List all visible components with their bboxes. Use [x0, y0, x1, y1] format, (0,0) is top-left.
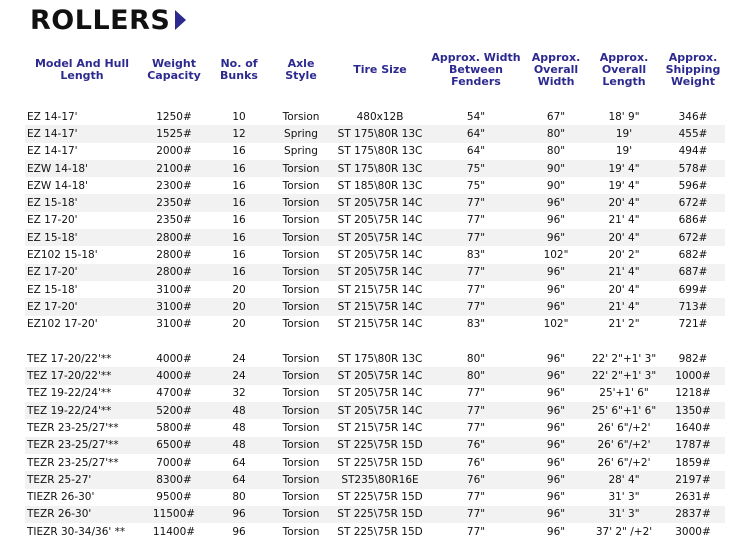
cell-model-hull-length: TEZR 23-25/27'** — [27, 421, 119, 434]
cell-overall-length: 19' — [615, 145, 633, 158]
cell-no-of-bunks: 16 — [209, 264, 269, 281]
title-block — [30, 2, 186, 38]
cell-tire-size: ST 205\75R 14C — [333, 264, 427, 281]
cell-no-of-bunks: 64 — [209, 471, 269, 488]
page-title: ROLLERS — [30, 4, 171, 36]
cell-axle-style: Torsion — [282, 421, 320, 434]
cell-width-between-fenders: 77" — [427, 264, 525, 281]
cell-overall-length: 20' 4" — [608, 283, 640, 296]
cell-weight-capacity: 11400# — [152, 525, 196, 538]
cell-overall-width: 96" — [546, 491, 566, 504]
cell-overall-length: 26' 6"/+2' — [597, 421, 651, 434]
cell-shipping-weight: 686# — [678, 214, 708, 227]
cell-tire-size: ST 205\75R 14C — [333, 229, 427, 246]
cell-axle-style: Torsion — [269, 264, 333, 281]
cell-tire-size: ST 225\75R 15D — [333, 506, 427, 523]
cell-weight-capacity: 4700# — [156, 387, 192, 400]
cell-axle-style: Torsion — [269, 506, 333, 523]
cell-width-between-fenders: 77" — [466, 387, 486, 400]
cell-axle-style: Torsion — [282, 249, 320, 262]
cell-shipping-weight: 672# — [661, 194, 725, 211]
table-row — [25, 108, 725, 125]
cell-no-of-bunks: 80 — [232, 491, 246, 504]
cell-width-between-fenders: 76" — [427, 437, 525, 454]
cell-shipping-weight: 721# — [678, 318, 708, 331]
table-row — [25, 454, 725, 471]
cell-overall-length: 21' 4" — [608, 214, 640, 227]
cell-overall-width: 67" — [546, 110, 566, 123]
cell-weight-capacity: 4000# — [139, 367, 209, 384]
column-header-model-hull-length: Model And Hull Length — [34, 57, 130, 82]
cell-axle-style: Torsion — [282, 525, 320, 538]
cell-tire-size: ST 175\80R 13C — [337, 352, 423, 365]
cell-overall-length: 19' 4" — [587, 160, 661, 177]
cell-width-between-fenders: 80" — [427, 367, 525, 384]
cell-no-of-bunks: 10 — [232, 110, 246, 123]
table-row — [25, 194, 725, 211]
cell-tire-size: ST 175\80R 13C — [333, 125, 427, 142]
cell-width-between-fenders: 77" — [427, 506, 525, 523]
cell-no-of-bunks: 16 — [232, 214, 246, 227]
cell-model-hull-length: EZ 17-20' — [27, 214, 78, 227]
cell-weight-capacity: 2800# — [139, 264, 209, 281]
cell-overall-width: 96" — [525, 402, 587, 419]
table-row — [25, 402, 725, 419]
cell-overall-width: 96" — [546, 456, 566, 469]
cell-weight-capacity: 2800# — [139, 229, 209, 246]
cell-axle-style: Spring — [284, 145, 318, 158]
cell-axle-style: Torsion — [282, 179, 320, 192]
cell-tire-size: ST 205\75R 14C — [333, 402, 427, 419]
cell-weight-capacity: 3100# — [156, 283, 192, 296]
play-arrow-icon — [175, 10, 186, 30]
cell-tire-size: 480x12B — [356, 110, 404, 123]
cell-width-between-fenders: 77" — [466, 421, 486, 434]
cell-overall-length: 21' 4" — [587, 264, 661, 281]
cell-overall-length: 21' 4" — [587, 298, 661, 315]
cell-width-between-fenders: 75" — [466, 179, 486, 192]
table-row — [25, 143, 725, 160]
cell-model-hull-length: EZ 17-20' — [25, 298, 139, 315]
cell-overall-length: 26' 6"/+2' — [597, 456, 651, 469]
cell-model-hull-length: TEZR 23-25/27'** — [27, 456, 119, 469]
column-header-weight-capacity: Weight Capacity — [147, 57, 201, 82]
table-row — [25, 160, 725, 177]
cell-shipping-weight: 578# — [661, 160, 725, 177]
cell-width-between-fenders: 77" — [427, 298, 525, 315]
cell-tire-size: ST 215\75R 14C — [333, 298, 427, 315]
cell-shipping-weight: 982# — [678, 352, 708, 365]
cell-width-between-fenders: 76" — [466, 456, 486, 469]
cell-width-between-fenders: 64" — [427, 125, 525, 142]
cell-axle-style: Torsion — [282, 352, 320, 365]
cell-model-hull-length: EZ 14-17' — [25, 125, 139, 142]
cell-tire-size: ST 205\75R 14C — [337, 387, 423, 400]
cell-weight-capacity: 2800# — [156, 249, 192, 262]
column-header-tire-size: Tire Size — [353, 63, 407, 76]
cell-overall-length: 20' 4" — [587, 194, 661, 211]
cell-axle-style: Spring — [269, 125, 333, 142]
table-row — [25, 177, 725, 194]
cell-shipping-weight: 713# — [661, 298, 725, 315]
cell-width-between-fenders: 77" — [427, 229, 525, 246]
cell-weight-capacity: 7000# — [156, 456, 192, 469]
cell-shipping-weight: 699# — [678, 283, 708, 296]
column-header-width-between-fenders: Approx. Width Between Fenders — [431, 51, 521, 88]
cell-overall-length: 19' 4" — [608, 179, 640, 192]
column-header-overall-width: Approx. Overall Width — [531, 51, 581, 88]
cell-overall-length: 19' — [587, 125, 661, 142]
cell-axle-style: Torsion — [269, 229, 333, 246]
cell-width-between-fenders: 77" — [466, 525, 486, 538]
cell-shipping-weight: 455# — [661, 125, 725, 142]
cell-no-of-bunks: 64 — [232, 456, 246, 469]
cell-model-hull-length: EZ 15-18' — [25, 229, 139, 246]
cell-overall-width: 96" — [546, 387, 566, 400]
cell-model-hull-length: EZ 15-18' — [25, 194, 139, 211]
cell-no-of-bunks: 48 — [209, 437, 269, 454]
cell-shipping-weight: 687# — [661, 264, 725, 281]
cell-weight-capacity: 5200# — [139, 402, 209, 419]
cell-model-hull-length: EZ 17-20' — [25, 264, 139, 281]
cell-no-of-bunks: 16 — [209, 160, 269, 177]
cell-tire-size: ST 205\75R 14C — [333, 194, 427, 211]
cell-axle-style: Torsion — [269, 194, 333, 211]
cell-overall-length: 28' 4" — [587, 471, 661, 488]
table-row — [25, 523, 725, 540]
cell-shipping-weight: 2631# — [675, 491, 711, 504]
cell-overall-width: 80" — [525, 125, 587, 142]
table-row — [25, 281, 725, 298]
cell-axle-style: Torsion — [269, 471, 333, 488]
cell-no-of-bunks: 12 — [209, 125, 269, 142]
cell-overall-width: 96" — [525, 437, 587, 454]
cell-no-of-bunks: 16 — [232, 179, 246, 192]
cell-overall-width: 96" — [546, 283, 566, 296]
cell-tire-size: ST 225\75R 15D — [337, 491, 423, 504]
table-row — [25, 367, 725, 384]
table-row — [25, 125, 725, 142]
cell-overall-length: 26' 6"/+2' — [587, 437, 661, 454]
cell-axle-style: Torsion — [282, 110, 320, 123]
cell-overall-length: 37' 2" /+2' — [595, 525, 653, 538]
cell-tire-size: ST 175\80R 13C — [333, 160, 427, 177]
cell-no-of-bunks: 16 — [209, 194, 269, 211]
cell-tire-size: ST 215\75R 14C — [337, 421, 423, 434]
cell-tire-size: ST 205\75R 14C — [337, 214, 423, 227]
cell-width-between-fenders: 75" — [427, 160, 525, 177]
cell-width-between-fenders: 77" — [427, 194, 525, 211]
cell-weight-capacity: 3100# — [156, 318, 192, 331]
cell-shipping-weight: 3000# — [675, 525, 711, 538]
cell-shipping-weight: 672# — [661, 229, 725, 246]
cell-axle-style: Torsion — [282, 283, 320, 296]
cell-shipping-weight: 1859# — [675, 456, 711, 469]
cell-model-hull-length: EZ 14-17' — [27, 145, 78, 158]
cell-no-of-bunks: 20 — [232, 283, 246, 296]
cell-tire-size: ST 175\80R 13C — [337, 145, 423, 158]
cell-axle-style: Torsion — [269, 437, 333, 454]
cell-model-hull-length: TIEZR 30-34/36' ** — [27, 525, 126, 538]
cell-model-hull-length: TEZ 17-20/22'** — [27, 352, 112, 365]
cell-axle-style: Torsion — [282, 456, 320, 469]
cell-overall-length: 25'+1' 6" — [599, 387, 649, 400]
cell-axle-style: Torsion — [282, 214, 320, 227]
cell-model-hull-length: EZ 15-18' — [27, 283, 78, 296]
cell-model-hull-length: EZW 14-18' — [27, 179, 88, 192]
header-row — [25, 40, 725, 100]
cell-width-between-fenders: 76" — [427, 471, 525, 488]
cell-width-between-fenders: 64" — [466, 145, 486, 158]
cell-weight-capacity: 1525# — [139, 125, 209, 142]
table-row — [25, 437, 725, 454]
group-spacer — [25, 100, 725, 108]
cell-no-of-bunks: 24 — [209, 367, 269, 384]
cell-overall-width: 96" — [525, 471, 587, 488]
cell-weight-capacity: 5800# — [156, 421, 192, 434]
table-row — [25, 246, 725, 263]
cell-axle-style: Torsion — [269, 402, 333, 419]
cell-no-of-bunks: 20 — [232, 318, 246, 331]
cell-weight-capacity: 1250# — [156, 110, 192, 123]
cell-axle-style: Torsion — [282, 491, 320, 504]
cell-axle-style: Torsion — [282, 318, 320, 331]
cell-overall-width: 96" — [525, 506, 587, 523]
cell-model-hull-length: EZ102 15-18' — [27, 249, 98, 262]
cell-shipping-weight: 1350# — [661, 402, 725, 419]
cell-shipping-weight: 1787# — [661, 437, 725, 454]
cell-model-hull-length: TEZR 25-27' — [25, 471, 139, 488]
cell-overall-length: 20' 4" — [587, 229, 661, 246]
cell-width-between-fenders: 77" — [466, 214, 486, 227]
cell-no-of-bunks: 96 — [232, 525, 246, 538]
cell-model-hull-length: EZW 14-18' — [25, 160, 139, 177]
table-row — [25, 419, 725, 436]
cell-shipping-weight: 1640# — [675, 421, 711, 434]
cell-overall-length: 31' 3" — [608, 491, 640, 504]
table-row — [25, 316, 725, 333]
table-row — [25, 471, 725, 488]
cell-overall-length: 22' 2"+1' 3" — [587, 367, 661, 384]
cell-overall-width: 96" — [525, 298, 587, 315]
column-header-no-of-bunks: No. of Bunks — [220, 57, 258, 82]
cell-no-of-bunks: 16 — [209, 229, 269, 246]
column-header-axle-style: Axle Style — [285, 57, 317, 82]
cell-width-between-fenders: 83" — [466, 249, 486, 262]
cell-weight-capacity: 9500# — [156, 491, 192, 504]
cell-no-of-bunks: 24 — [232, 352, 246, 365]
cell-weight-capacity: 4000# — [156, 352, 192, 365]
cell-weight-capacity: 8300# — [139, 471, 209, 488]
cell-no-of-bunks: 48 — [232, 421, 246, 434]
cell-axle-style: Torsion — [282, 387, 320, 400]
cell-overall-width: 96" — [546, 421, 566, 434]
cell-overall-width: 102" — [543, 318, 569, 331]
cell-shipping-weight: 1000# — [661, 367, 725, 384]
cell-overall-length: 31' 3" — [587, 506, 661, 523]
column-header-shipping-weight: Approx. Shipping Weight — [665, 51, 721, 88]
cell-width-between-fenders: 54" — [466, 110, 486, 123]
table-row — [25, 489, 725, 506]
cell-tire-size: ST235\80R16E — [333, 471, 427, 488]
cell-width-between-fenders: 77" — [466, 491, 486, 504]
cell-overall-width: 102" — [543, 249, 569, 262]
cell-width-between-fenders: 80" — [466, 352, 486, 365]
cell-width-between-fenders: 77" — [427, 402, 525, 419]
cell-no-of-bunks: 16 — [232, 249, 246, 262]
cell-model-hull-length: TEZR 23-25/27'** — [25, 437, 139, 454]
table-row — [25, 229, 725, 246]
cell-shipping-weight: 596# — [678, 179, 708, 192]
cell-shipping-weight: 346# — [678, 110, 708, 123]
cell-axle-style: Torsion — [269, 298, 333, 315]
cell-weight-capacity: 3100# — [139, 298, 209, 315]
column-header-overall-length: Approx. Overall Length — [599, 51, 649, 88]
cell-model-hull-length: TEZ 17-20/22'** — [25, 367, 139, 384]
cell-tire-size: ST 215\75R 14C — [337, 318, 423, 331]
cell-overall-width: 90" — [525, 160, 587, 177]
cell-model-hull-length: TEZ 19-22/24'** — [27, 387, 112, 400]
cell-overall-length: 22' 2"+1' 3" — [591, 352, 657, 365]
cell-overall-length: 25' 6"+1' 6" — [587, 402, 661, 419]
cell-tire-size: ST 225\75R 15D — [337, 456, 423, 469]
cell-overall-length: 20' 2" — [608, 249, 640, 262]
cell-shipping-weight: 682# — [678, 249, 708, 262]
cell-weight-capacity: 2300# — [156, 179, 192, 192]
cell-tire-size: ST 225\75R 15D — [333, 437, 427, 454]
table-row — [25, 506, 725, 523]
cell-tire-size: ST 215\75R 14C — [337, 283, 423, 296]
cell-overall-width: 96" — [546, 525, 566, 538]
cell-no-of-bunks: 20 — [209, 298, 269, 315]
cell-weight-capacity: 2350# — [156, 214, 192, 227]
cell-tire-size: ST 205\75R 14C — [337, 249, 423, 262]
cell-overall-width: 96" — [546, 214, 566, 227]
cell-tire-size: ST 185\80R 13C — [337, 179, 423, 192]
cell-weight-capacity: 6500# — [139, 437, 209, 454]
table-body — [25, 100, 725, 540]
table-row — [25, 212, 725, 229]
cell-shipping-weight: 2197# — [661, 471, 725, 488]
cell-overall-width: 96" — [546, 352, 566, 365]
cell-overall-length: 21' 2" — [608, 318, 640, 331]
cell-no-of-bunks: 32 — [232, 387, 246, 400]
group-spacer — [25, 333, 725, 350]
cell-no-of-bunks: 96 — [209, 506, 269, 523]
cell-no-of-bunks: 16 — [232, 145, 246, 158]
cell-overall-width: 80" — [546, 145, 566, 158]
cell-width-between-fenders: 83" — [466, 318, 486, 331]
cell-no-of-bunks: 48 — [209, 402, 269, 419]
table-row — [25, 264, 725, 281]
cell-overall-width: 96" — [525, 229, 587, 246]
table-row — [25, 385, 725, 402]
cell-model-hull-length: TEZ 19-22/24'** — [25, 402, 139, 419]
cell-weight-capacity: 11500# — [139, 506, 209, 523]
cell-shipping-weight: 1218# — [675, 387, 711, 400]
cell-tire-size: ST 205\75R 14C — [333, 367, 427, 384]
cell-axle-style: Torsion — [269, 367, 333, 384]
cell-overall-width: 96" — [525, 367, 587, 384]
cell-weight-capacity: 2100# — [139, 160, 209, 177]
cell-model-hull-length: TEZR 26-30' — [25, 506, 139, 523]
cell-weight-capacity: 2350# — [139, 194, 209, 211]
cell-overall-length: 18' 9" — [608, 110, 640, 123]
cell-shipping-weight: 494# — [678, 145, 708, 158]
cell-overall-width: 96" — [525, 194, 587, 211]
cell-model-hull-length: TIEZR 26-30' — [27, 491, 95, 504]
table-header — [25, 40, 725, 100]
cell-weight-capacity: 2000# — [156, 145, 192, 158]
cell-overall-width: 96" — [525, 264, 587, 281]
rollers-spec-table — [25, 40, 725, 540]
cell-tire-size: ST 225\75R 15D — [337, 525, 423, 538]
cell-width-between-fenders: 77" — [466, 283, 486, 296]
table-row — [25, 350, 725, 367]
cell-overall-width: 90" — [546, 179, 566, 192]
cell-axle-style: Torsion — [269, 160, 333, 177]
cell-model-hull-length: EZ 14-17' — [27, 110, 78, 123]
table-row — [25, 298, 725, 315]
cell-model-hull-length: EZ102 17-20' — [27, 318, 98, 331]
cell-shipping-weight: 2837# — [661, 506, 725, 523]
